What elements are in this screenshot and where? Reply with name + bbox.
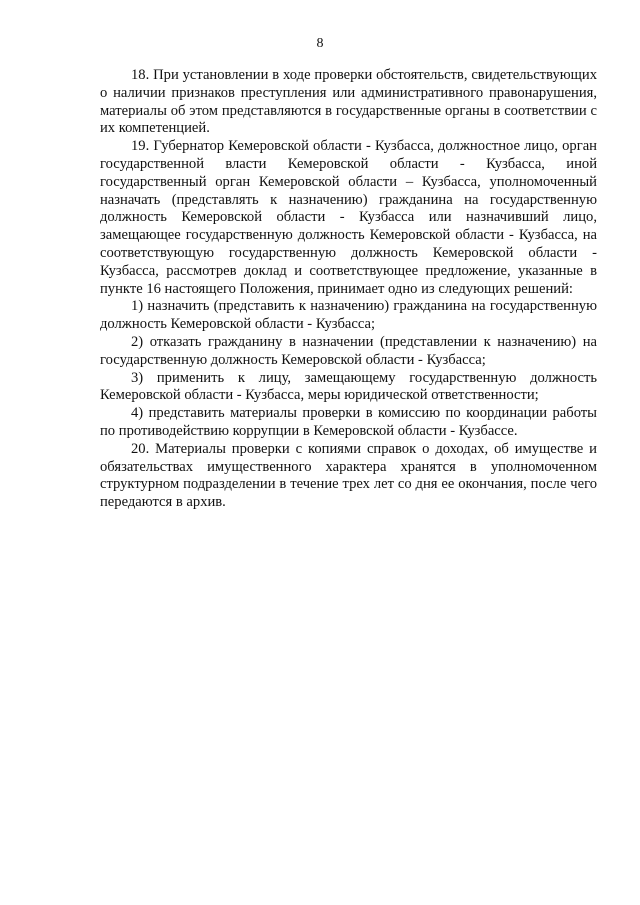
decision-item-4: 4) представить материалы проверки в комиссию по координации работы по противодействию коррупции в Кемеровской области - Кузбассе. bbox=[100, 405, 597, 439]
decision-item-3: 3) применить к лицу, замещающему государственную должность Кемеровской области - Кузбасса, меры юридической ответственности; bbox=[100, 369, 597, 404]
page-number: 8 bbox=[316, 36, 324, 51]
paragraph-18: 18. При установлении в ходе проверки обстоятельств, свидетельствующих о наличии признаков преступления или административного правонарушения, материалы об этом представляются в государственные органы в соответствии с их компетенцией. bbox=[100, 67, 597, 137]
document-body bbox=[100, 67, 597, 512]
paragraph-19: 19. Губернатор Кемеровской области - Кузбасса, должностное лицо, орган государственной власти Кемеровской области - Кузбасса, иной государственный орган Кемеровской области – Кузбасса, уполномоченный назначать (представлять к назначению) гражданина на государственную должность Кемеровской области - Кузбасса или назначивший лицо, замещающее государственную должность Кемеровской области - Кузбасса, на соответствующую государственную должность Кемеровской области - Кузбасса, рассмотрев доклад и соответствующее предложение, указанные в пункте 16 настоящего Положения, принимает одно из следующих решений: bbox=[100, 138, 597, 297]
paragraph-20: 20. Материалы проверки с копиями справок о доходах, об имуществе и обязательствах имущественного характера хранятся в уполномоченном структурном подразделении в течение трех лет со дня ее окончания, после чего передаются в архив. bbox=[100, 440, 597, 511]
decision-item-1: 1) назначить (представить к назначению) гражданина на государственную должность Кемеровской области - Кузбасса; bbox=[100, 298, 597, 333]
decision-item-2: 2) отказать гражданину в назначении (представлении к назначению) на государственную должность Кемеровской области - Кузбасса; bbox=[100, 333, 597, 368]
